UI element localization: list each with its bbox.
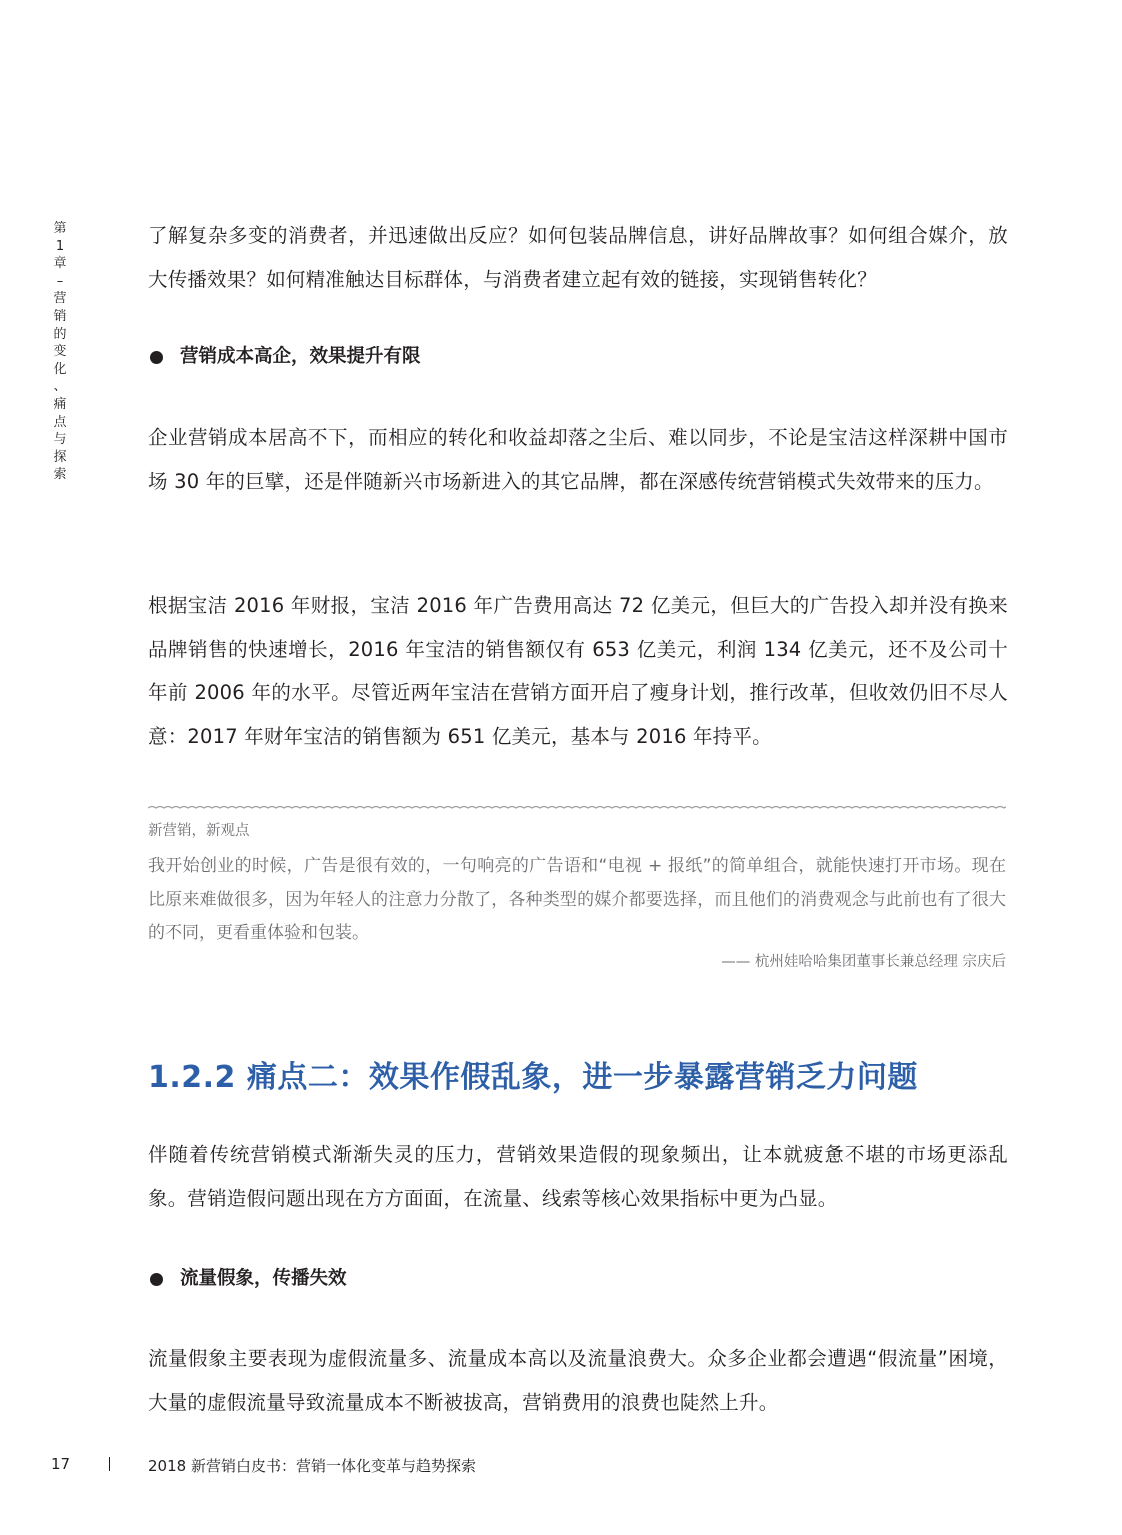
chapter-char: 1	[55, 238, 65, 254]
chapter-char: 销	[53, 308, 67, 324]
chapter-char: 探	[53, 449, 67, 465]
chapter-char: 变	[53, 344, 67, 360]
chapter-char: –	[56, 273, 64, 289]
wavy-divider	[148, 798, 1006, 808]
body-block-1	[148, 214, 1008, 301]
chapter-char: 索	[53, 467, 67, 483]
heading-block-2	[148, 1266, 1008, 1292]
chapter-char: 痛	[53, 396, 67, 412]
paragraph-cost: 企业营销成本居高不下，而相应的转化和收益却落之尘后、难以同步，不论是宝洁这样深耕中国市场 30 年的巨擘，还是伴随新兴市场新进入的其它品牌，都在深感传统营销模式失效带来的压力。	[148, 426, 1008, 493]
quote-text: 我开始创业的时候，广告是很有效的，一句响亮的广告语和“电视 + 报纸”的简单组合，就能快速打开市场。现在比原来难做很多，因为年轻人的注意力分散了，各种类型的媒介都要选择，而且他们的消费观念与此前也有了很大的不同，更看重体验和包装。	[148, 856, 1006, 943]
page-number: 17	[51, 1455, 71, 1473]
paragraph-pg-report: 根据宝洁 2016 年财报，宝洁 2016 年广告费用高达 72 亿美元，但巨大的广告投入却并没有换来品牌销售的快速增长，2016 年宝洁的销售额仅有 653 亿美元，利润 134 亿美元，还不及公司十年前 2006 年的水平。尽管近两年宝洁在营销方面开启了瘦身计划，推行改革，但收效仍旧不尽人意：2017 年财年宝洁的销售额为 651 亿美元，基本与 2016 年持平。	[148, 594, 1008, 748]
quote-box	[148, 820, 1006, 973]
chapter-char: 营	[53, 291, 67, 307]
chapter-char: 点	[53, 414, 67, 430]
body-block-4	[148, 1133, 1008, 1220]
chapter-char: 的	[53, 326, 67, 342]
chapter-char: 化	[53, 361, 67, 377]
paragraph-traffic: 流量假象主要表现为虚假流量多、流量成本高以及流量浪费大。众多企业都会遭遇“假流量”困境，大量的虚假流量导致流量成本不断被拔高，营销费用的浪费也陡然上升。	[148, 1347, 1008, 1414]
body-block-3	[148, 584, 1008, 758]
bullet-dot-icon	[150, 1273, 163, 1286]
book-title: 2018 新营销白皮书：营销一体化变革与趋势探索	[148, 1457, 476, 1475]
bullet-heading-cost	[148, 344, 1008, 370]
bullet-heading-text: 流量假象，传播失效	[180, 1268, 347, 1289]
paragraph-intro: 了解复杂多变的消费者，并迅速做出反应？如何包装品牌信息，讲好品牌故事？如何组合媒介，放大传播效果？如何精准触达目标群体，与消费者建立起有效的链接，实现销售转化？	[148, 224, 1008, 291]
heading-block-1	[148, 344, 1008, 370]
quote-label: 新营销，新观点	[148, 823, 250, 839]
bullet-dot-icon	[150, 351, 163, 364]
bullet-heading-text: 营销成本高企，效果提升有限	[180, 346, 421, 367]
chapter-sidebar-label	[50, 220, 70, 484]
section-title: 1.2.2 痛点二：效果作假乱象，进一步暴露营销乏力问题	[148, 1060, 918, 1095]
chapter-char: 第	[53, 221, 67, 236]
quote-attribution: —— 杭州娃哈哈集团董事长兼总经理 宗庆后	[721, 953, 1006, 970]
chapter-char: 与	[53, 432, 67, 448]
footer-separator	[109, 1457, 110, 1471]
chapter-char: 章	[53, 256, 67, 272]
chapter-char: 、	[53, 379, 67, 395]
body-block-2	[148, 416, 1008, 503]
paragraph-fraud-intro: 伴随着传统营销模式渐渐失灵的压力，营销效果造假的现象频出，让本就疲惫不堪的市场更添乱象。营销造假问题出现在方方面面，在流量、线索等核心效果指标中更为凸显。	[148, 1143, 1008, 1210]
body-block-5	[148, 1337, 1008, 1424]
bullet-heading-traffic	[148, 1266, 1008, 1292]
